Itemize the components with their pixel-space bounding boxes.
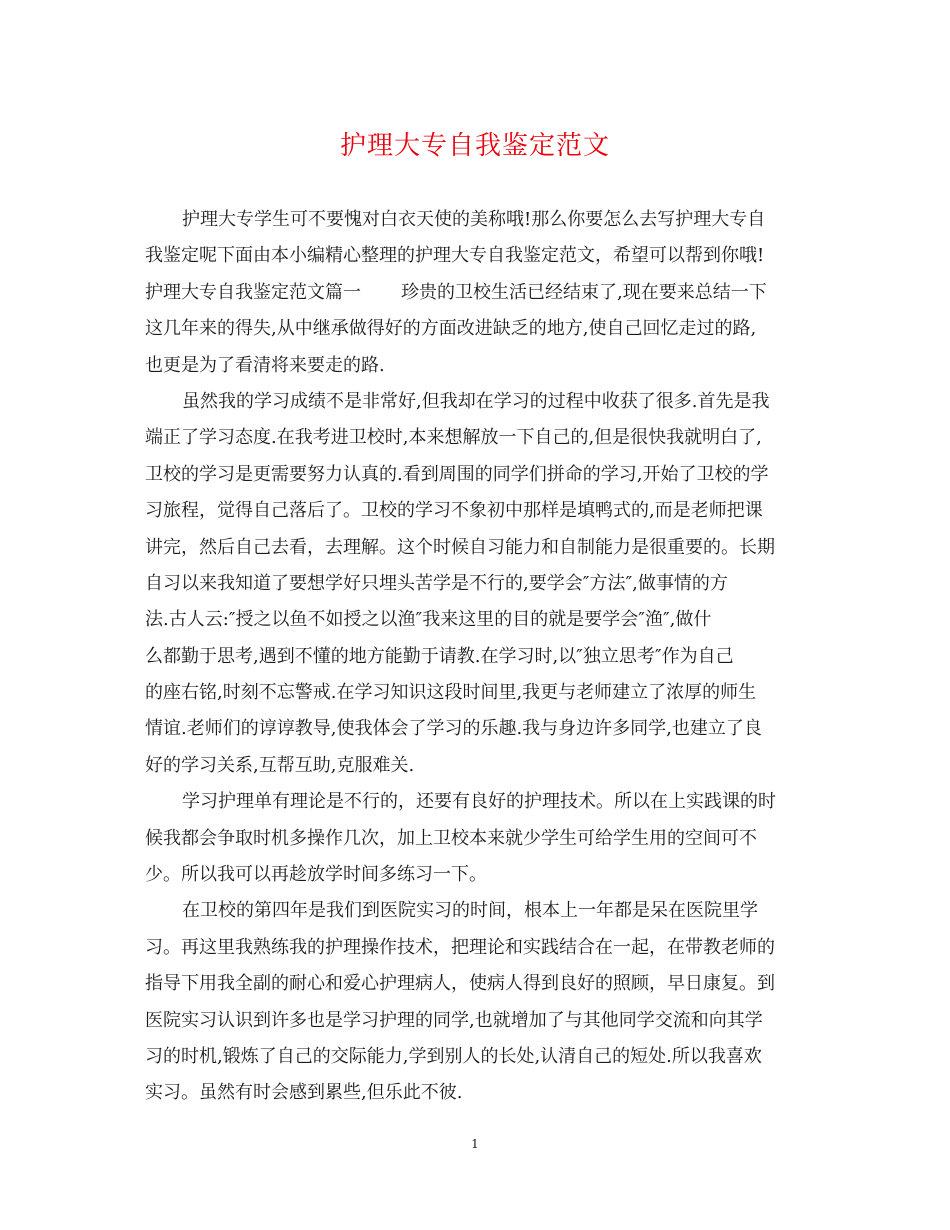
body-line: 学习护理单有理论是不行的，还要有良好的护理技术。所以在上实践课的时 [182, 791, 776, 813]
document-body [145, 202, 810, 1112]
document-title: 护理大专自我鉴定范文 [339, 131, 610, 161]
body-text-segment: 珍贵的卫校生活已经结束了,现在要来总结一下 [401, 281, 767, 303]
body-line: 习的时机,锻炼了自己的交际能力,学到别人的长处,认清自己的短处.所以我喜欢 [145, 1045, 762, 1067]
body-line [145, 275, 810, 311]
body-line: 习。再这里我熟练我的护理操作技术，把理论和实践结合在一起，在带教老师的 [145, 936, 775, 958]
body-line: 指导下用我全副的耐心和爱心护理病人，使病人得到良好的照顾，早日康复。到 [145, 973, 775, 995]
body-line: 讲完，然后自己去看，去理解。这个时候自习能力和自制能力是很重要的。长期 [145, 536, 775, 558]
body-line: 在卫校的第四年是我们到医院实习的时间，根本上一年都是呆在医院里学 [182, 900, 758, 922]
body-line: 的座右铭,时刻不忘警戒.在学习知识这段时间里,我更与老师建立了浓厚的师生 [145, 682, 757, 704]
body-line: 也更是为了看清将来要走的路. [145, 354, 385, 376]
body-line: 少。所以我可以再趁放学时间多练习一下。 [145, 864, 487, 886]
body-line: 实习。虽然有时会感到累些,但乐此不彼. [145, 1082, 463, 1104]
body-line: 自习以来我知道了要想学好只埋头苦学是不行的,要学会″方法″,做事情的方 [145, 572, 728, 594]
body-line: 么都勤于思考,遇到不懂的地方能勤于请教.在学习时,以″独立思考″作为自己 [145, 645, 734, 667]
body-line: 候我都会争取时机多操作几次，加上卫校本来就少学生可给学生用的空间可不 [145, 827, 757, 849]
body-line: 端正了学习态度.在我考进卫校时,本来想解放一下自己的,但是很快我就明白了, [145, 427, 762, 449]
body-line: 情谊.老师们的谆谆教导,使我体会了学习的乐趣.我与身边许多同学,也建立了良 [145, 718, 762, 740]
page-number: 1 [471, 1137, 479, 1151]
body-line: 虽然我的学习成绩不是非常好,但我却在学习的过程中收获了很多.首先是我 [182, 390, 770, 412]
body-line: 医院实习认识到许多也是学习护理的同学,也就增加了与其他同学交流和向其学 [145, 1009, 763, 1031]
body-line: 这几年来的得失,从中继承做得好的方面改进缺乏的地方,使自己回忆走过的路, [145, 318, 757, 340]
body-line: 护理大专学生可不要愧对白衣天使的美称哦!那么你要怎么去写护理大专自 [182, 209, 766, 230]
body-line: 我鉴定呢下面由本小编精心整理的护理大专自我鉴定范文，希望可以帮到你哦! [145, 245, 765, 267]
body-line: 法.古人云:″授之以鱼不如授之以渔″我来这里的目的就是要学会″渔″,做什 [145, 609, 712, 631]
body-line: 好的学习关系,互帮互助,克服难关. [145, 754, 415, 776]
body-line: 卫校的学习是更需要努力认真的.看到周围的同学们拼命的学习,开始了卫校的学 [145, 463, 769, 485]
section-heading: 护理大专自我鉴定范文篇一 [145, 281, 361, 303]
body-line: 习旅程，觉得自己落后了。卫校的学习不象初中那样是填鸭式的,而是老师把课 [145, 500, 763, 522]
